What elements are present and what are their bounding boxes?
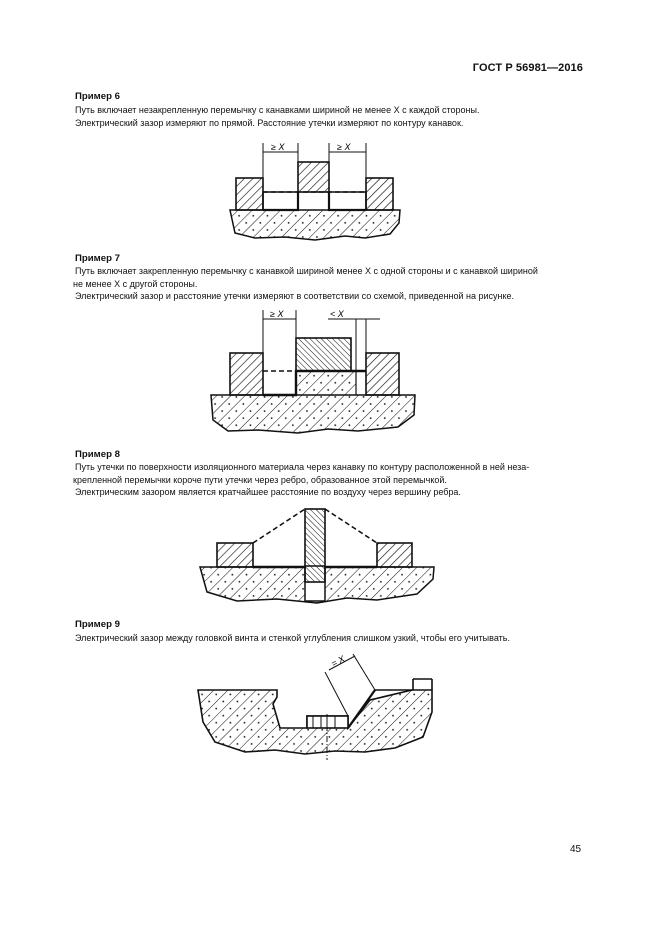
example-8-title: Пример 8	[75, 449, 120, 460]
example-6-line-1: Путь включает незакрепленную перемычку с канавками шириной не менее X с каждой стороны.	[75, 105, 480, 115]
example-9-text	[75, 632, 583, 645]
example-7-line-3: Электрический зазор и расстояние утечки измеряют в соответствии со схемой, приведенной на рисунке.	[75, 291, 515, 302]
document-header: ГОСТ Р 56981—2016	[472, 62, 583, 74]
example-6-dim-left: ≥ X	[271, 142, 285, 152]
example-7-title: Пример 7	[75, 253, 120, 264]
example-7-line-2: не менее X с другой стороны.	[73, 278, 198, 289]
page-number: 45	[570, 844, 582, 855]
example-8-text	[75, 461, 583, 499]
example-8-line-3: Электрическим зазором является кратчайшее расстояние по воздуху через вершину ребра.	[75, 487, 461, 498]
example-9-figure	[195, 652, 440, 767]
example-9-title: Пример 9	[75, 619, 120, 630]
example-7-text	[75, 265, 583, 303]
example-7-dim-left: ≥ X	[270, 309, 284, 319]
example-7-figure	[208, 305, 418, 437]
example-8-line-2: крепленной перемычки короче пути утечки через ребро, образованное этой перемычкой.	[73, 474, 447, 485]
example-6-title: Пример 6	[75, 91, 120, 102]
example-7-line-1: Путь включает закрепленную перемычку с канавкой шириной менее X с одной стороны и с канавкой шириной	[75, 266, 538, 276]
example-6-line-2: Электрический зазор измеряют по прямой. Расстояние утечки измеряют по контуру канавок.	[75, 117, 464, 128]
example-6-text	[75, 104, 583, 129]
example-9-dim: = X	[329, 653, 347, 669]
example-6-figure	[225, 138, 405, 244]
example-6-dim-right: ≥ X	[337, 142, 351, 152]
example-8-line-1: Путь утечки по поверхности изоляционного материала через канавку по контуру расположенной в ней неза-	[75, 462, 530, 472]
example-7-dim-right: < X	[330, 309, 344, 319]
example-9-line-1: Электрический зазор между головкой винта и стенкой углубления слишком узкий, чтобы его учитывать.	[75, 633, 510, 643]
example-8-figure	[197, 504, 437, 606]
